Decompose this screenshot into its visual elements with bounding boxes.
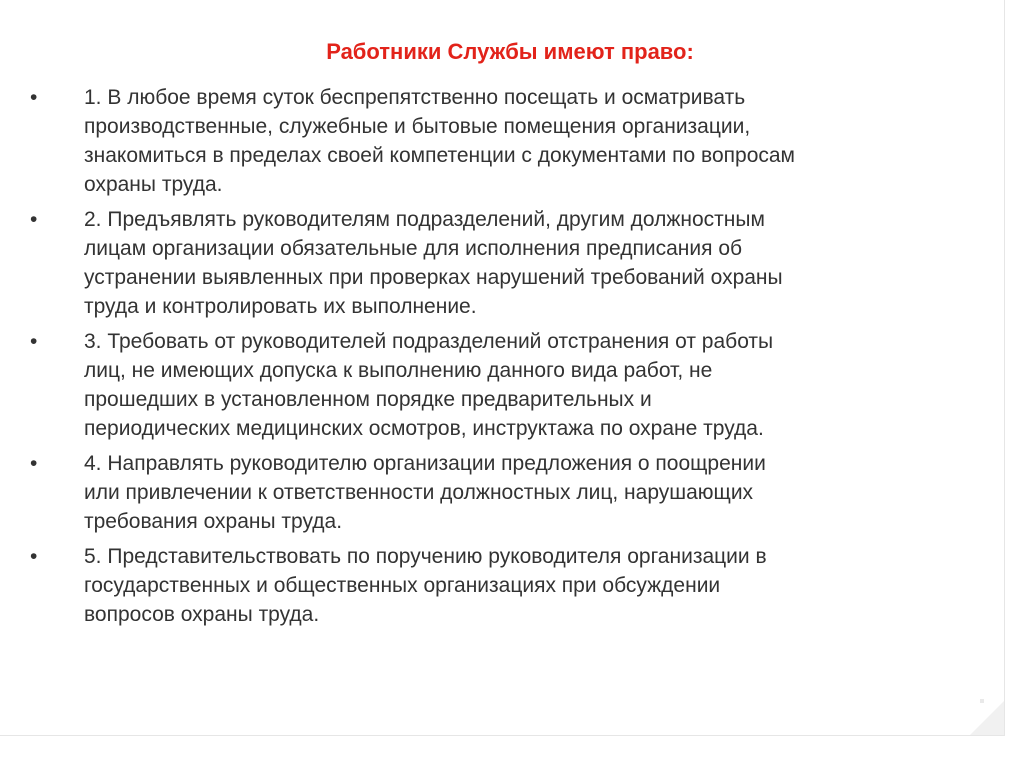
slide-title: Работники Службы имеют право: (326, 39, 694, 64)
bullet-icon: • (30, 545, 38, 568)
bullet-icon: • (30, 86, 38, 109)
list-item-text: 4. Направлять руководителю организации предложения о поощрении или привлечении к ответственности должностных лиц, нарушающих требования охраны труда. (84, 452, 766, 533)
list-item-text: 2. Предъявлять руководителям подразделений, другим должностным лицам организации обязательные для исполнения предписания об устранении выявленных при проверках нарушений требований охраны труда и контролировать их выполнение. (84, 208, 783, 318)
list-item (30, 83, 976, 199)
bullet-icon: • (30, 208, 38, 231)
rights-list (30, 83, 976, 635)
bullet-icon: • (30, 330, 38, 353)
bullet-icon: • (30, 452, 38, 475)
list-item (30, 542, 976, 629)
list-item (30, 327, 976, 443)
list-item-text: 3. Требовать от руководителей подразделений отстранения от работы лиц, не имеющих допуска к выполнению данного вида работ, не прошедших в установленном порядке предварительных и периодических медицинских осмотров, инструктажа по охране труда. (84, 330, 774, 440)
list-item (30, 205, 976, 321)
list-item-text: 1. В любое время суток беспрепятственно посещать и осматривать производственные, служебные и бытовые помещения организации, знакомиться в пределах своей компетенции с документами по вопросам охраны труда. (84, 86, 795, 196)
list-item-text: 5. Представительствовать по поручению руководителя организации в государственных и общественных организациях при обсуждении вопросов охраны труда. (84, 545, 767, 626)
list-item (30, 449, 976, 536)
page-curl-mark (980, 699, 984, 703)
page-curl-shadow (970, 701, 1004, 735)
